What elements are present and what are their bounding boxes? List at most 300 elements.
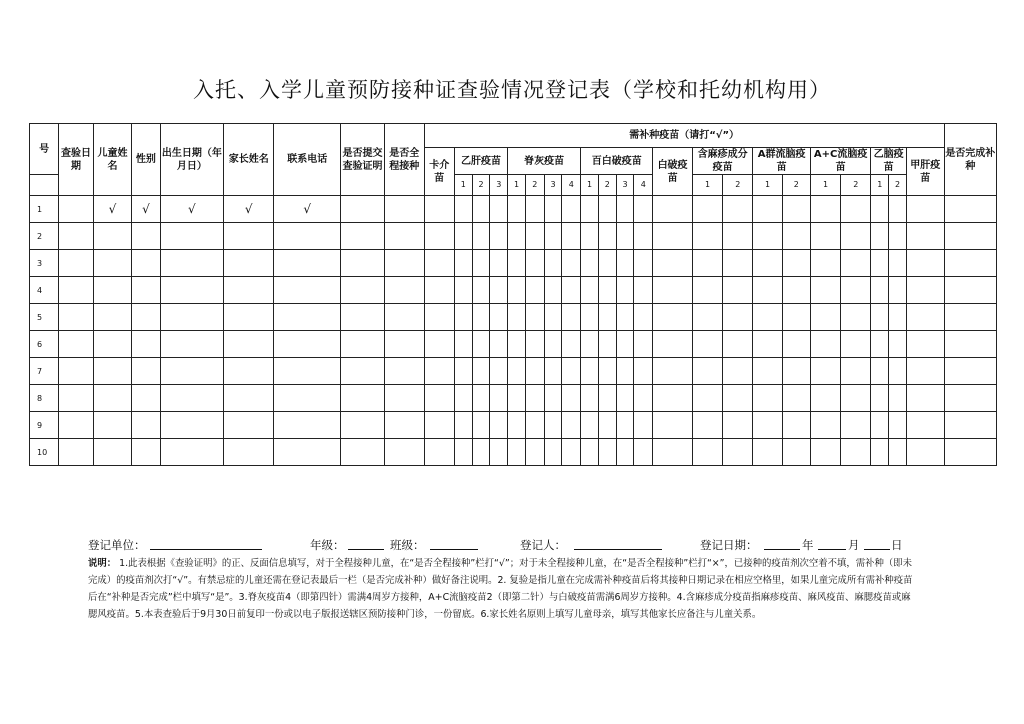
cell-phone[interactable] [274,277,341,304]
table-cell[interactable] [384,277,424,304]
table-cell[interactable] [454,277,472,304]
table-cell[interactable] [598,196,616,223]
table-cell[interactable] [871,196,889,223]
table-cell[interactable] [562,223,581,250]
cell-gender[interactable] [132,439,160,466]
table-cell[interactable] [424,250,454,277]
table-cell[interactable] [472,331,490,358]
cell-child-name[interactable] [93,439,132,466]
table-cell[interactable] [454,439,472,466]
table-cell[interactable] [889,358,907,385]
cell-phone[interactable]: √ [274,196,341,223]
table-cell[interactable] [525,277,544,304]
table-cell[interactable] [508,412,526,439]
table-cell[interactable] [634,358,653,385]
table-cell[interactable] [598,412,616,439]
table-cell[interactable] [944,412,996,439]
table-cell[interactable] [753,250,782,277]
table-cell[interactable] [525,196,544,223]
cell-child-name[interactable] [93,385,132,412]
table-cell[interactable] [810,277,840,304]
table-cell[interactable] [753,277,782,304]
table-cell[interactable] [490,250,508,277]
table-cell[interactable] [782,277,810,304]
table-cell[interactable] [424,196,454,223]
table-cell[interactable] [616,196,634,223]
table-cell[interactable] [871,385,889,412]
table-cell[interactable] [653,331,693,358]
table-cell[interactable] [841,304,871,331]
table-cell[interactable] [454,196,472,223]
table-cell[interactable] [384,385,424,412]
table-cell[interactable] [871,304,889,331]
table-cell[interactable] [581,196,599,223]
table-cell[interactable] [490,304,508,331]
cell-parent-name[interactable] [224,250,274,277]
table-cell[interactable] [841,196,871,223]
table-cell[interactable] [653,439,693,466]
table-cell[interactable] [508,358,526,385]
table-cell[interactable] [525,304,544,331]
table-cell[interactable] [490,223,508,250]
table-cell[interactable] [581,223,599,250]
cell-gender[interactable] [132,385,160,412]
table-cell[interactable] [616,412,634,439]
table-cell[interactable] [889,385,907,412]
table-cell[interactable] [472,304,490,331]
table-cell[interactable] [841,250,871,277]
cell-birth-date[interactable] [160,304,224,331]
table-cell[interactable] [341,439,385,466]
table-cell[interactable] [616,277,634,304]
table-cell[interactable] [454,331,472,358]
table-cell[interactable] [944,304,996,331]
table-cell[interactable] [424,304,454,331]
cell-child-name[interactable] [93,277,132,304]
table-cell[interactable] [906,304,944,331]
cell-birth-date[interactable] [160,223,224,250]
table-cell[interactable] [424,358,454,385]
table-cell[interactable] [616,358,634,385]
table-cell[interactable] [944,223,996,250]
table-cell[interactable] [723,439,753,466]
cell-check-date[interactable] [59,223,93,250]
table-cell[interactable] [544,277,562,304]
table-cell[interactable] [544,385,562,412]
cell-gender[interactable] [132,331,160,358]
table-cell[interactable] [653,358,693,385]
table-cell[interactable] [782,304,810,331]
table-cell[interactable] [508,304,526,331]
table-cell[interactable] [753,412,782,439]
table-cell[interactable] [810,385,840,412]
table-cell[interactable] [906,412,944,439]
cell-gender[interactable] [132,358,160,385]
table-cell[interactable] [723,412,753,439]
table-cell[interactable] [616,331,634,358]
table-cell[interactable] [384,250,424,277]
table-cell[interactable] [723,304,753,331]
table-cell[interactable] [454,304,472,331]
cell-child-name[interactable]: √ [93,196,132,223]
table-cell[interactable] [871,439,889,466]
table-cell[interactable] [562,385,581,412]
table-cell[interactable] [692,304,722,331]
table-cell[interactable] [810,304,840,331]
table-cell[interactable] [653,385,693,412]
table-cell[interactable] [384,358,424,385]
table-cell[interactable] [341,385,385,412]
cell-gender[interactable] [132,250,160,277]
table-cell[interactable] [889,250,907,277]
table-cell[interactable] [454,385,472,412]
table-cell[interactable] [490,439,508,466]
table-cell[interactable] [616,439,634,466]
cell-parent-name[interactable] [224,385,274,412]
table-cell[interactable] [906,277,944,304]
table-cell[interactable] [753,385,782,412]
cell-check-date[interactable] [59,385,93,412]
table-cell[interactable] [653,223,693,250]
cell-check-date[interactable] [59,304,93,331]
table-cell[interactable] [544,439,562,466]
table-cell[interactable] [525,358,544,385]
table-cell[interactable] [341,358,385,385]
cell-parent-name[interactable] [224,304,274,331]
table-cell[interactable] [692,250,722,277]
table-cell[interactable] [841,223,871,250]
table-cell[interactable] [562,250,581,277]
table-cell[interactable] [871,277,889,304]
table-cell[interactable] [616,304,634,331]
table-cell[interactable] [562,358,581,385]
table-cell[interactable] [753,331,782,358]
table-cell[interactable] [424,277,454,304]
table-cell[interactable] [598,358,616,385]
table-cell[interactable] [508,331,526,358]
table-cell[interactable] [653,412,693,439]
cell-birth-date[interactable] [160,331,224,358]
table-cell[interactable] [944,277,996,304]
table-cell[interactable] [889,412,907,439]
cell-birth-date[interactable] [160,277,224,304]
table-cell[interactable] [944,331,996,358]
table-cell[interactable] [653,304,693,331]
cell-check-date[interactable] [59,331,93,358]
table-cell[interactable] [562,412,581,439]
cell-child-name[interactable] [93,412,132,439]
table-cell[interactable] [871,358,889,385]
table-cell[interactable] [384,223,424,250]
table-cell[interactable] [653,196,693,223]
table-cell[interactable] [525,385,544,412]
table-cell[interactable] [598,250,616,277]
table-cell[interactable] [906,196,944,223]
table-cell[interactable] [810,196,840,223]
table-cell[interactable] [692,196,722,223]
table-cell[interactable] [562,304,581,331]
table-cell[interactable] [490,358,508,385]
table-cell[interactable] [544,304,562,331]
table-cell[interactable] [723,196,753,223]
table-cell[interactable] [454,358,472,385]
table-cell[interactable] [581,331,599,358]
table-cell[interactable] [341,277,385,304]
cell-birth-date[interactable] [160,439,224,466]
cell-child-name[interactable] [93,331,132,358]
table-cell[interactable] [544,358,562,385]
table-cell[interactable] [634,250,653,277]
table-cell[interactable] [634,304,653,331]
table-cell[interactable] [871,331,889,358]
table-cell[interactable] [384,304,424,331]
table-cell[interactable] [525,331,544,358]
cell-check-date[interactable] [59,250,93,277]
table-cell[interactable] [616,223,634,250]
table-cell[interactable] [562,439,581,466]
table-cell[interactable] [871,250,889,277]
table-cell[interactable] [841,358,871,385]
table-cell[interactable] [525,439,544,466]
table-cell[interactable] [723,331,753,358]
table-cell[interactable] [889,223,907,250]
cell-gender[interactable]: √ [132,196,160,223]
cell-check-date[interactable] [59,277,93,304]
cell-child-name[interactable] [93,223,132,250]
table-cell[interactable] [616,250,634,277]
table-cell[interactable] [753,439,782,466]
table-cell[interactable] [692,439,722,466]
cell-phone[interactable] [274,250,341,277]
table-cell[interactable] [782,439,810,466]
table-cell[interactable] [384,331,424,358]
table-cell[interactable] [472,223,490,250]
table-cell[interactable] [581,304,599,331]
table-cell[interactable] [782,358,810,385]
cell-gender[interactable] [132,304,160,331]
table-cell[interactable] [341,223,385,250]
table-cell[interactable] [944,439,996,466]
table-cell[interactable] [562,277,581,304]
table-cell[interactable] [384,196,424,223]
table-cell[interactable] [634,223,653,250]
table-cell[interactable] [723,358,753,385]
cell-parent-name[interactable] [224,277,274,304]
table-cell[interactable] [424,331,454,358]
table-cell[interactable] [544,250,562,277]
cell-parent-name[interactable] [224,358,274,385]
table-cell[interactable] [782,250,810,277]
table-cell[interactable] [384,412,424,439]
table-cell[interactable] [906,250,944,277]
table-cell[interactable] [598,304,616,331]
table-cell[interactable] [341,304,385,331]
table-cell[interactable] [841,277,871,304]
cell-birth-date[interactable]: √ [160,196,224,223]
cell-phone[interactable] [274,304,341,331]
table-cell[interactable] [889,196,907,223]
table-cell[interactable] [341,412,385,439]
table-cell[interactable] [810,331,840,358]
table-cell[interactable] [472,358,490,385]
table-cell[interactable] [454,412,472,439]
table-cell[interactable] [472,385,490,412]
cell-phone[interactable] [274,331,341,358]
table-cell[interactable] [544,223,562,250]
table-cell[interactable] [906,439,944,466]
table-cell[interactable] [692,358,722,385]
table-cell[interactable] [889,304,907,331]
table-cell[interactable] [598,277,616,304]
table-cell[interactable] [810,250,840,277]
table-cell[interactable] [508,385,526,412]
table-cell[interactable] [424,223,454,250]
cell-gender[interactable] [132,412,160,439]
table-cell[interactable] [490,196,508,223]
cell-check-date[interactable] [59,439,93,466]
table-cell[interactable] [841,439,871,466]
table-cell[interactable] [341,196,385,223]
table-cell[interactable] [508,439,526,466]
table-cell[interactable] [782,331,810,358]
table-cell[interactable] [525,223,544,250]
table-cell[interactable] [753,196,782,223]
table-cell[interactable] [490,331,508,358]
table-cell[interactable] [544,412,562,439]
table-cell[interactable] [472,439,490,466]
table-cell[interactable] [634,439,653,466]
table-cell[interactable] [653,250,693,277]
table-cell[interactable] [384,439,424,466]
cell-child-name[interactable] [93,250,132,277]
table-cell[interactable] [341,331,385,358]
table-cell[interactable] [944,358,996,385]
table-cell[interactable] [490,412,508,439]
table-cell[interactable] [472,412,490,439]
table-cell[interactable] [598,331,616,358]
table-cell[interactable] [634,196,653,223]
cell-gender[interactable] [132,277,160,304]
table-cell[interactable] [634,412,653,439]
cell-gender[interactable] [132,223,160,250]
table-cell[interactable] [490,277,508,304]
cell-parent-name[interactable]: √ [224,196,274,223]
table-cell[interactable] [753,223,782,250]
cell-phone[interactable] [274,439,341,466]
cell-birth-date[interactable] [160,358,224,385]
table-cell[interactable] [723,223,753,250]
cell-parent-name[interactable] [224,331,274,358]
table-cell[interactable] [889,277,907,304]
cell-phone[interactable] [274,385,341,412]
cell-birth-date[interactable] [160,412,224,439]
table-cell[interactable] [472,250,490,277]
table-cell[interactable] [782,412,810,439]
table-cell[interactable] [544,331,562,358]
table-cell[interactable] [508,196,526,223]
table-cell[interactable] [634,331,653,358]
table-cell[interactable] [424,439,454,466]
cell-phone[interactable] [274,223,341,250]
cell-birth-date[interactable] [160,385,224,412]
table-cell[interactable] [723,277,753,304]
cell-birth-date[interactable] [160,250,224,277]
table-cell[interactable] [454,250,472,277]
table-cell[interactable] [723,385,753,412]
table-cell[interactable] [544,196,562,223]
table-cell[interactable] [944,250,996,277]
table-cell[interactable] [581,385,599,412]
table-cell[interactable] [616,385,634,412]
table-cell[interactable] [653,277,693,304]
table-cell[interactable] [525,250,544,277]
table-cell[interactable] [841,331,871,358]
table-cell[interactable] [424,385,454,412]
table-cell[interactable] [562,196,581,223]
table-cell[interactable] [692,385,722,412]
table-cell[interactable] [871,223,889,250]
table-cell[interactable] [598,385,616,412]
cell-parent-name[interactable] [224,412,274,439]
cell-check-date[interactable] [59,196,93,223]
table-cell[interactable] [472,196,490,223]
table-cell[interactable] [472,277,490,304]
cell-phone[interactable] [274,358,341,385]
table-cell[interactable] [581,358,599,385]
table-cell[interactable] [906,223,944,250]
table-cell[interactable] [782,223,810,250]
cell-child-name[interactable] [93,304,132,331]
table-cell[interactable] [581,439,599,466]
table-cell[interactable] [508,223,526,250]
table-cell[interactable] [692,223,722,250]
table-cell[interactable] [782,196,810,223]
table-cell[interactable] [508,277,526,304]
table-cell[interactable] [490,385,508,412]
table-cell[interactable] [810,358,840,385]
cell-check-date[interactable] [59,412,93,439]
table-cell[interactable] [692,277,722,304]
table-cell[interactable] [906,331,944,358]
table-cell[interactable] [562,331,581,358]
table-cell[interactable] [871,412,889,439]
cell-parent-name[interactable] [224,223,274,250]
cell-parent-name[interactable] [224,439,274,466]
table-cell[interactable] [581,412,599,439]
cell-phone[interactable] [274,412,341,439]
table-cell[interactable] [581,250,599,277]
table-cell[interactable] [634,385,653,412]
cell-check-date[interactable] [59,358,93,385]
table-cell[interactable] [634,277,653,304]
table-cell[interactable] [753,358,782,385]
table-cell[interactable] [944,196,996,223]
table-cell[interactable] [906,358,944,385]
table-cell[interactable] [906,385,944,412]
table-cell[interactable] [454,223,472,250]
table-cell[interactable] [598,439,616,466]
table-cell[interactable] [692,412,722,439]
table-cell[interactable] [508,250,526,277]
table-cell[interactable] [810,412,840,439]
table-cell[interactable] [810,223,840,250]
cell-child-name[interactable] [93,358,132,385]
table-cell[interactable] [810,439,840,466]
table-cell[interactable] [782,385,810,412]
table-cell[interactable] [889,331,907,358]
table-cell[interactable] [581,277,599,304]
table-cell[interactable] [424,412,454,439]
